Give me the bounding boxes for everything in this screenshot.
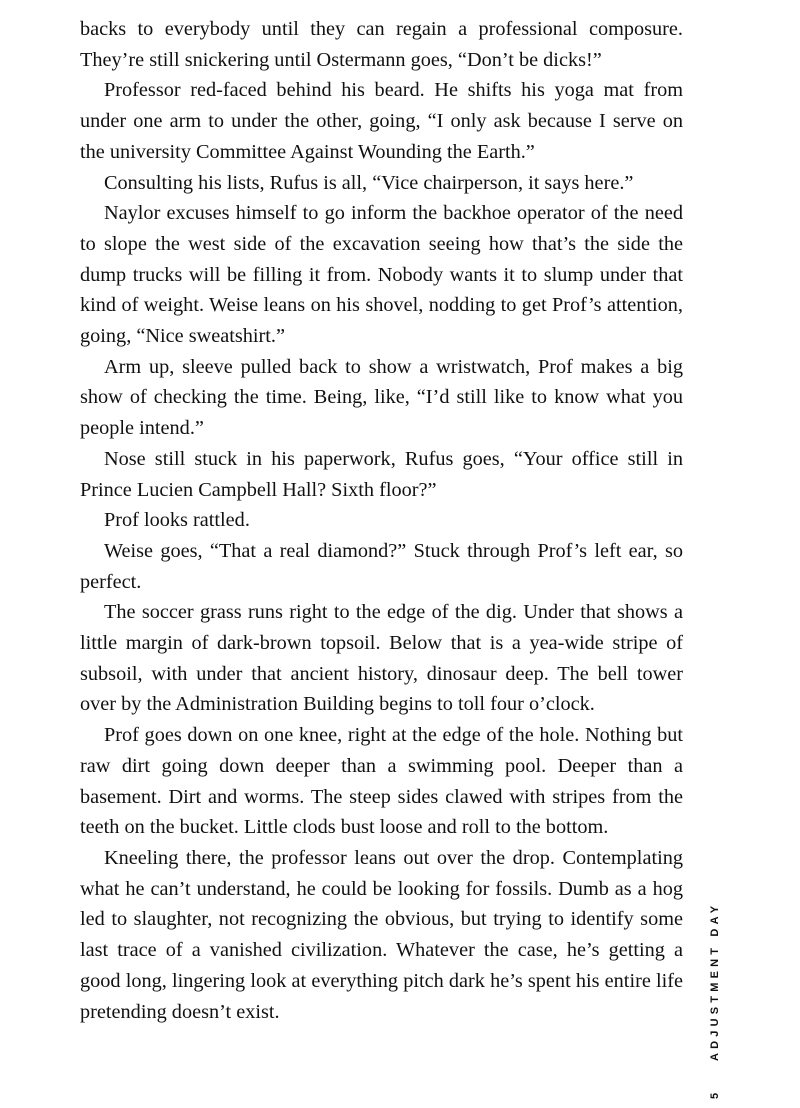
paragraph: Kneeling there, the professor leans out over the drop. Contemplating what he can’t understand, he could be looking for fossils. Dumb as a hog led to slaughter, not recognizing the obvious, but trying to identify some last trace of a vanished civilization. Whatever the case, he’s getting a good long, lingering look at everything pitch dark he’s spent his entire life pretending doesn’t exist. [80, 846, 683, 1023]
paragraph: Prof looks rattled. [104, 509, 250, 532]
paragraph: Naylor excuses himself to go inform the backhoe operator of the need to slope the west side of the excavation seeing how that’s the side the dump trucks will be filling it from. Nobody wants it to slump under that kind of weight. Weise leans on his shovel, nodding to get Prof’s attention, going, “Nice sweatshirt.” [80, 202, 683, 348]
paragraph: The soccer grass runs right to the edge of the dig. Under that shows a little margin of dark-brown topsoil. Below that is a yea-wide stripe of subsoil, with under that ancient history, dinosaur deep. The bell tower over by the Administration Building begins to toll four o’clock. [80, 601, 683, 716]
paragraph: Consulting his lists, Rufus is all, “Vice chairperson, it says here.” [104, 171, 634, 194]
running-head: ADJUSTMENT DAY [709, 901, 721, 1061]
paragraph: Prof goes down on one knee, right at the edge of the hole. Nothing but raw dirt going down deeper than a swimming pool. Deeper than a basement. Dirt and worms. The steep sides clawed with stripes from the teeth on the bucket. Little clods bust loose and roll to the bottom. [80, 724, 683, 839]
paragraph: Weise goes, “That a real diamond?” Stuck through Prof’s left ear, so perfect. [80, 539, 683, 593]
paragraph-continued: backs to everybody until they can regain a professional composure. They’re still snickering until Ostermann goes, “Don’t be dicks!” [80, 18, 683, 71]
paragraph: Professor red-faced behind his beard. He shifts his yoga mat from under one arm to under the other, going, “I only ask because I serve on the university Committee Against Wounding the Earth.” [80, 79, 683, 163]
body-text [80, 14, 683, 1027]
paragraph: Nose still stuck in his paperwork, Rufus goes, “Your office still in Prince Lucien Campbell Hall? Sixth floor?” [80, 447, 683, 501]
page-number: 5 [709, 1092, 721, 1100]
paragraph: Arm up, sleeve pulled back to show a wristwatch, Prof makes a big show of checking the time. Being, like, “I’d still like to know what you people intend.” [80, 355, 683, 440]
